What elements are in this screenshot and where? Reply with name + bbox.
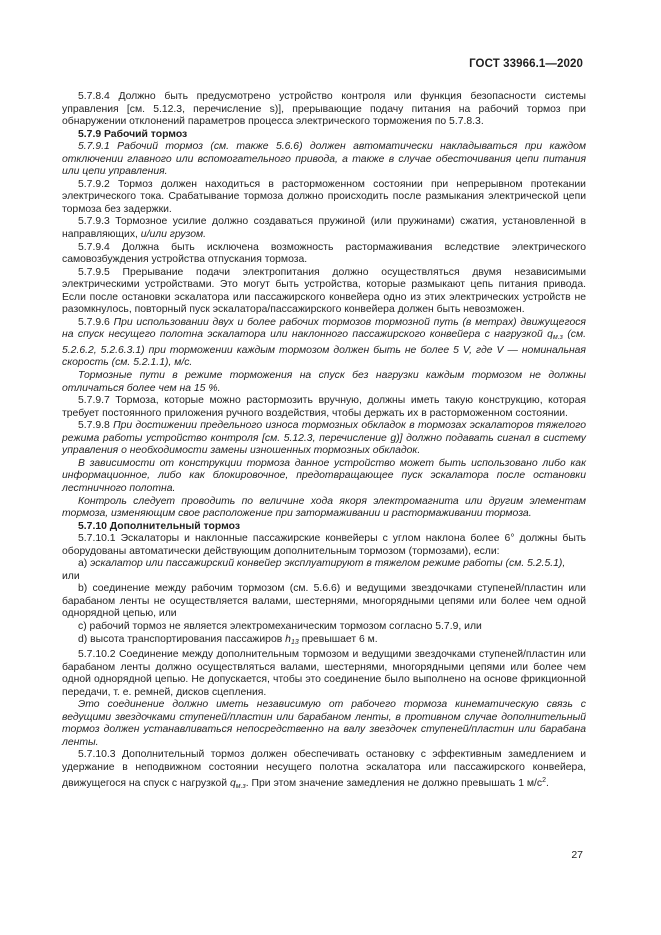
clause-5-7-10-1: 5.7.10.1 Эскалаторы и наклонные пассажирские конвейеры с углом наклона более 6° должны быть оборудованы автоматически действующим дополнительным тормозом (тормозами), если: xyxy=(62,533,586,557)
clause-text-italic: (см. 5.2.6.2, 5.2.6.3.1) при торможении каждым тормозом должен быть не более 5 V, где V — номинальная скорость (см. 5.2.1.1), м/с. xyxy=(62,329,586,369)
list-marker: а) xyxy=(78,558,91,570)
clause-5-7-9-4: 5.7.9.4 Должна быть исключена возможность растормаживания вследствие электрического самовозбуждения устройства отпускания тормоза. xyxy=(62,241,586,266)
clause-text-italic: При достижении предельного износа тормозных обкладок в тормозах эскалаторов тяжелого режима работы устройство контроля [см. 5.12.3, перечисление g)] должно подавать сигнал в систему управления о необходимости замены изношенных тормозных обкладок. xyxy=(62,420,586,457)
list-text: d) высота транспортирования пассажиров xyxy=(78,633,286,645)
load-subscript: м.з xyxy=(235,782,246,790)
document-standard-number: ГОСТ 33966.1—2020 xyxy=(469,58,583,70)
clause-text: 5.7.9.3 Тормозное усилие должно создаваться пружиной (или пружинами) сжатия, установленной в направляющих, xyxy=(62,216,586,241)
page-number: 27 xyxy=(571,849,583,861)
list-item-a-tail: или xyxy=(62,570,80,582)
unit-superscript: 2 xyxy=(542,776,547,784)
clause-5-7-8-4: 5.7.8.4 Должно быть предусмотрено устройство контроля или функция безопасности системы управления [см. 5.12.3, перечисление s)], прерывающие подачу питания на рабочий тормоз при обнаружении отклонений параметров процесса электрического торможения по 5.7.8.3. xyxy=(62,91,586,128)
clause-5-7-9-2: 5.7.9.2 Тормоз должен находиться в расторможенном состоянии при непрерывном протекании электрического тока. Срабатывание тормоза должно происходить после размыкания электрической цепи тормоза без задержки. xyxy=(62,178,586,215)
list-text-italic: эскалатор или пассажирский конвейер эксплуатируют в тяжелом режиме работы (см. 5.2.5.1), xyxy=(90,558,566,570)
list-item-a xyxy=(62,558,586,571)
note-control-method: Контроль следует проводить по величине хода якоря электромагнита или другим элементам тормоза, изменяющим свое расположение при затормаживании и растормаживании тормоза. xyxy=(62,495,586,520)
load-subscript: м.з xyxy=(552,334,563,342)
height-subscript: 13 xyxy=(290,638,299,646)
height-symbol: h xyxy=(285,633,291,645)
clause-5-7-9-1: 5.7.9.1 Рабочий тормоз (см. также 5.6.6) должен автоматически накладываться при каждом отключении главного или вспомогательного привода, а также в случае обесточивания цепи питания или цепи управления. xyxy=(62,141,586,178)
clause-number: 5.7.9.8 xyxy=(78,420,114,432)
list-item-c: c) рабочий тормоз не является электромеханическим тормозом согласно 5.7.9, или xyxy=(78,620,482,632)
section-heading-working-brake: 5.7.9 Рабочий тормоз xyxy=(78,128,188,140)
list-item-d xyxy=(62,634,586,650)
clause-text: . При этом значение замедления не должно превышать 1 м/с xyxy=(245,777,543,789)
clause-text-italic: и/или грузом. xyxy=(140,229,207,241)
clause-5-7-9-8 xyxy=(62,420,586,458)
clause-text-italic: При использовании двух и более рабочих тормозов тормозной путь (в метрах) движущегося на спуск несущего полотна эскалатора или наклонного пассажирского конвейера с нагрузкой xyxy=(62,316,586,341)
clause-5-7-9-6 xyxy=(62,317,586,370)
section-heading-additional-brake: 5.7.10 Дополнительный тормоз xyxy=(78,520,240,532)
note-device-usage: В зависимости от конструкции тормоза данное устройство может быть использовано либо как информационное, либо как блокировочное, предотвращающее пуск эскалатора после остановки лестничного полотна. xyxy=(62,457,586,494)
clause-5-7-10-3 xyxy=(62,749,586,793)
load-symbol: q xyxy=(230,777,236,789)
load-symbol: q xyxy=(547,329,553,341)
page-body xyxy=(62,91,586,793)
clause-5-7-9-5: 5.7.9.5 Прерывание подачи электропитания должно осуществляться двумя независимыми электрическими устройствами. Это могут быть устройства, которые размыкают цепь питания привода. Если после остановки эскалатора или пассажирского конвейера одно из этих электрических устройств не разомкнулось, повторный пуск эскалатора/пассажирского конвейера должен быть невозможен. xyxy=(62,266,586,316)
list-text: превышает 6 м. xyxy=(298,633,378,645)
list-item-b: b) соединение между рабочим тормозом (см. 5.6.6) и ведущими звездочками ступеней/пластин или барабаном ленты не осуществляется валами, шестернями, многорядными цепями или более чем одной однорядной цепью, или xyxy=(62,583,586,620)
clause-text: 5.7.10.3 Дополнительный тормоз должен обеспечивать остановку с эффективным замедлением и удержание в неподвижном состоянии несущего полотна эскалатора или пассажирского конвейера, движущегося на спуск с нагрузкой xyxy=(62,749,586,789)
clause-5-7-9-7: 5.7.9.7 Тормоза, которые можно растормозить вручную, должны иметь такую конструкцию, которая требует постоянного приложения ручного воздействия, чтобы держать их в расторможенном состоянии. xyxy=(62,395,586,419)
clause-number: 5.7.9.6 xyxy=(78,316,114,328)
note-braking-distance: Тормозные пути в режиме торможения на спуск без нагрузки каждым тормозом не должны отличаться более чем на 15 %. xyxy=(62,370,586,394)
note-connection: Это соединение должно иметь независимую от рабочего тормоза кинематическую связь с ведущими звездочками ступеней/пластин или барабаном ленты, в противном случае дополнительный тормоз должен устанавливаться непосредственно на валу звездочек ступеней/пластин или барабана ленты. xyxy=(62,699,586,748)
clause-text: . xyxy=(546,777,549,789)
clause-5-7-9-3 xyxy=(62,216,586,241)
clause-5-7-10-2: 5.7.10.2 Соединение между дополнительным тормозом и ведущими звездочками ступеней/пластин или барабаном ленты должно осуществляться валами, шестернями, многорядными цепями или более чем одной однорядной цепью. Не допускается, чтобы это соединение было выполнено на основе фрикционной передачи, т. е. ремней, дисков сцепления. xyxy=(62,649,586,698)
